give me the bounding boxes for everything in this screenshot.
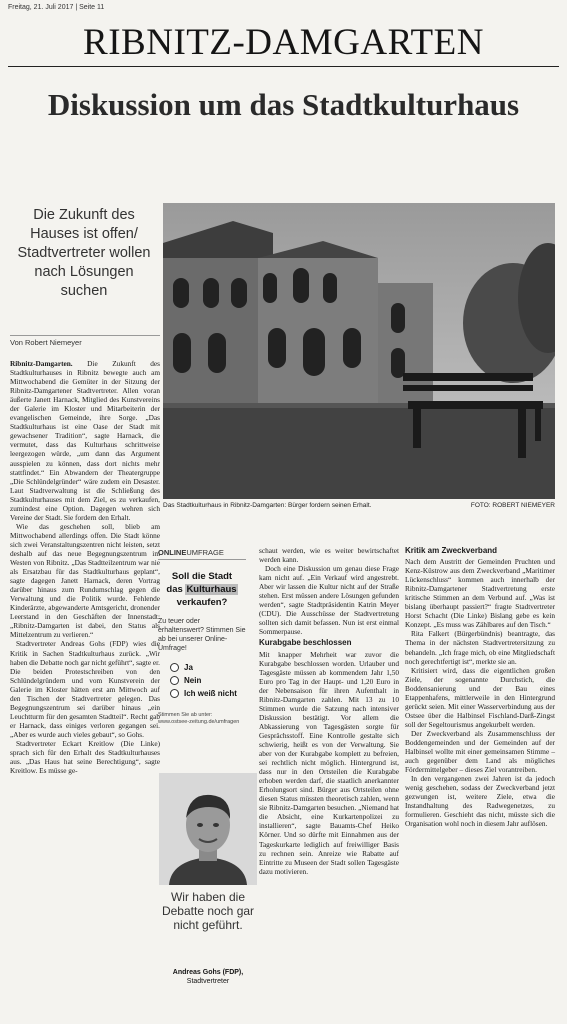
andreas-gohs-portrait bbox=[159, 773, 257, 885]
poll-vote-info: Stimmen Sie ab unter: www.ostsee-zeitung.de/umfragen bbox=[158, 712, 246, 726]
paragraph: Rita Falkert (Bürgerbündnis) beantragte, das Thema in der nächsten Stadtvertretersitzung zu behandeln. „Ich frage mich, ob eine Mitgliedschaft noch gerechtfertigt ist“, merkte sie an. bbox=[405, 629, 555, 666]
subheading: Kurabgabe beschlossen bbox=[259, 638, 352, 648]
paragraph: Nach dem Austritt der Gemeinden Pruchten und Kenz-Küstrow aus dem Zweckverband „Maritimer Lückenschluss“ kommen auch innerhalb der Ribnitz-Damgartener Stadtvertretung erste kritische Stimmen an dem Verbund auf. „Was ist bislang überhaupt passiert?“ fragte Stadtvertreter Horst Schacht (Die Linke) Bislang gebe es kein Konzept. „Es muss was Zählbares auf den Tisch.“ bbox=[405, 557, 555, 630]
subheading: Kritik am Zweckverband bbox=[405, 546, 498, 555]
lead-place: Ribnitz-Damgarten. bbox=[10, 359, 73, 368]
online-poll-box bbox=[158, 548, 246, 726]
paragraph: In den vergangenen zwei Jahren ist da jedoch wenig geschehen, sodass der Zweckverband jetzt gezwungen ist, weitere Ziele, etwa die Instandhaltung des Radwegenetzes, zu formulieren. Geschieht das nicht, müsste sich die Organisation wohl noch in diesem Jahr auflösen. bbox=[405, 774, 555, 829]
paragraph: Kritisiert wird, dass die eigentlichen großen Ziele, der sogenannte Durchstich, die Boddensanierung und der Bau eines Etappenhafens, mittlerweile in den Hintergrund gerückt seien. Mit einer Wasserverbindung aus der Ostsee über die Halbinsel Fischland-Darß-Zingst soll der Segeltourismus angekurbelt werden. bbox=[405, 665, 555, 729]
article-column-1 bbox=[10, 359, 160, 775]
paragraph: Der Zweckverband als Zusammenschluss der Boddengemeinden und der Gemeinden auf der Halbinsel wollte mit einer gemeinsamen Stimme – auch gegenüber dem Land als mögliches Fördermittelgeber – dieses Ziel vorantreiben. bbox=[405, 728, 555, 775]
poll-option-ja[interactable]: Ja bbox=[170, 663, 246, 672]
paragraph: Doch eine Diskussion um genau diese Frage kam nicht auf. „Ein Verkauf wird angestrebt. Aber wir lassen die Kultur nicht auf der Straße stehen. Erst müssen andere Lösungen gefunden werden“, sagte Stadtpräsidentin Katrin Meyer (CDU). Die Ausschüsse der Stadtvertretung sollten sich damit befassen. Nun ist erst einmal Sommerpause. bbox=[259, 564, 399, 637]
paragraph: Stadtvertreter Eckart Kreitlow (Die Linke) sprach sich für den Erhalt des Stadtkulturhauses aus. „Das Haus hat seine Berechtigung“, sagte Kreitlow. Es müsse ge- bbox=[10, 738, 160, 776]
article-column-3 bbox=[259, 546, 399, 876]
poll-intro: Zu teuer oder erhaltenswert? Stimmen Sie ab bei unserer Online-Umfrage! bbox=[158, 618, 246, 652]
masthead-rule bbox=[8, 66, 559, 67]
poll-option-nein[interactable]: Nein bbox=[170, 676, 246, 685]
masthead: RIBNITZ-DAMGARTEN bbox=[83, 22, 484, 63]
byline: Von Robert Niemeyer bbox=[10, 335, 160, 347]
poll-option-weiss-nicht[interactable]: Ich weiß nicht bbox=[170, 689, 246, 698]
photo-credit: FOTO: ROBERT NIEMEYER bbox=[470, 502, 555, 509]
photo-caption bbox=[163, 502, 555, 509]
building-photo-image bbox=[163, 203, 555, 499]
poll-label: ONLINEUMFRAGE bbox=[158, 548, 246, 560]
caption-text: Das Stadtkulturhaus in Ribnitz-Damgarten: Bürger fordern seinen Erhalt. bbox=[163, 502, 372, 509]
paragraph: Stadtvertreter Andreas Gohs (FDP) wies die Kritik in Sachen Stadtkulturhaus zurück. „Wir haben die Debatte noch gar nicht geführt“, sagte er. Die beiden Protestschreiben von den Schlündelgründern und vom Kunstverein der Galerie im Kloster hätten erst am Mittwoch auf den Tischen der Stadtvertreter gelegen. Das Begegnungszentrum sei darüber hinaus „ein Leuchtturm für den gesamten Stadtteil“. Recht gab er Harnack, dass einiges verloren gegangen sei. „Aber es wurde auch vieles gebaut“, so Gohs. bbox=[10, 639, 160, 739]
pull-quote-attribution: Andreas Gohs (FDP), Stadtvertreter bbox=[172, 969, 244, 985]
radio-icon[interactable] bbox=[170, 676, 179, 685]
portrait-image bbox=[159, 773, 257, 885]
pull-quote: Wir haben die Debatte noch gar nicht geführt. bbox=[161, 890, 255, 932]
paragraph: Wie das geschehen soll, blieb am Mittwochabend allerdings offen. Die Stadt könne sich zwei Veranstaltungszentren nicht leisten, setzt deshalb auf das neue Begegnungszentrum im Westen von Ribnitz. „Das Stadtteilzentrum war nie als Ersatzbau für das Stadtkulturhaus geplant“, sagte dagegen Janett Harnack, deren Vortrag darüber hinaus zum Rundumschlag gegen die Verwaltung und die Politik wurde. Fehlende Kinderärzte, abgewanderte Amtsgericht, dronender Leerstand in den Geschäften der Innenstadt: „Ribnitz-Damgarten ist dabei, den Status als Mittelzentrum zu verlieren.“ bbox=[10, 521, 160, 640]
poll-url[interactable]: www.ostsee-zeitung.de/umfragen bbox=[158, 719, 240, 725]
radio-icon[interactable] bbox=[170, 689, 179, 698]
paragraph: Ribnitz-Damgarten. Die Zukunft des Stadtkulturhauses in Ribnitz bewegte auch am Mittwochabend die Gemüter in der Sitzung der Ribnitz-Damgartener Stadtvertreter. Allen voran äußerte Janett Harnack, Mitglied des Kunstvereins der Galerie im Kloster und Mitarbeiterin der evangelischen Gemeinde, ihre Sorge. „Das Stadtkulturhaus ist eine Oase der Stadt mit gewachsener Tradition“, sagte Harnack, die vermutet, dass das Kulturhaus schrittweise leergezogen würde, „um dann das Argument ausspielen zu können, dass dort nichts mehr stattfindet.“ Ein Abwandern der Theatergruppe „Die Schlündelgründer“ wäre zudem ein Desaster. Laut Stadtverwaltung ist die Schließung des Stadtkulturhauses mit dem Ziel, es zu verkaufen, zumindest eine Option. Dagegen wehren sich Vereine der Stadt. Sie fordern den Erhalt. bbox=[10, 359, 160, 522]
stadtkulturhaus-photo bbox=[163, 203, 555, 499]
paragraph: Mit knapper Mehrheit war zuvor die Kurabgabe beschlossen worden. Urlauber und Tagesgäste müssen ab kommendem Jahr 1,50 Euro pro Tag in der Haupt- und 1,20 Euro in der Nebensaison für ihren Aufenthalt in Ribnitz-Damgarten zahlen. Mit 13 zu 10 Stimmen wurde die Satzung nach intensiver Diskussion bestätigt. Vor allem die Abkassierung von Tagesgästen sorgte für Gesprächsstoff. Eine Kontrolle gestalte sich schwierig, heißt es von der Verwaltung. Sie aber von der Kurabgabe komplett zu befreien, sei rechtlich nicht möglich. Hintergrund ist, dass nur in den Ortsteilen die Kurabgabe erhoben werden darf, die staatlich anerkannter Erholungsort sind. Bürger aus Ortsteilen ohne diesen Status müssten theoretisch zahlen, wenn sie Ribnitz-Damgarten besuchen. „Niemand hat die Absicht, eine Kurkartenpolizei zu installieren“, sagte Bauamts-Chef Heiko Körner. Und so dürfte mit Einnahmen aus der Tageskurkarte lediglich auf freiwilliger Basis zu rechnen sein. Anreize wie Rabatte auf Eintritte zu Museen der Stadt sollen Tagesgäste dazu motivieren. bbox=[259, 649, 399, 876]
subtitle: Die Zukunft des Hauses ist offen/ Stadtvertreter wollen nach Lösungen suchen bbox=[17, 207, 151, 299]
poll-question: Soll die Stadt das Kulturhaus verkaufen? bbox=[166, 571, 237, 608]
headline: Diskussion um das Stadtkulturhaus bbox=[47, 87, 520, 122]
dateline: Freitag, 21. Juli 2017 | Seite 11 bbox=[8, 4, 105, 11]
article-column-4 bbox=[405, 546, 555, 828]
radio-icon[interactable] bbox=[170, 663, 179, 672]
paragraph: schaut werden, wie es weiter bewirtschaftet werden kann. bbox=[259, 546, 399, 565]
